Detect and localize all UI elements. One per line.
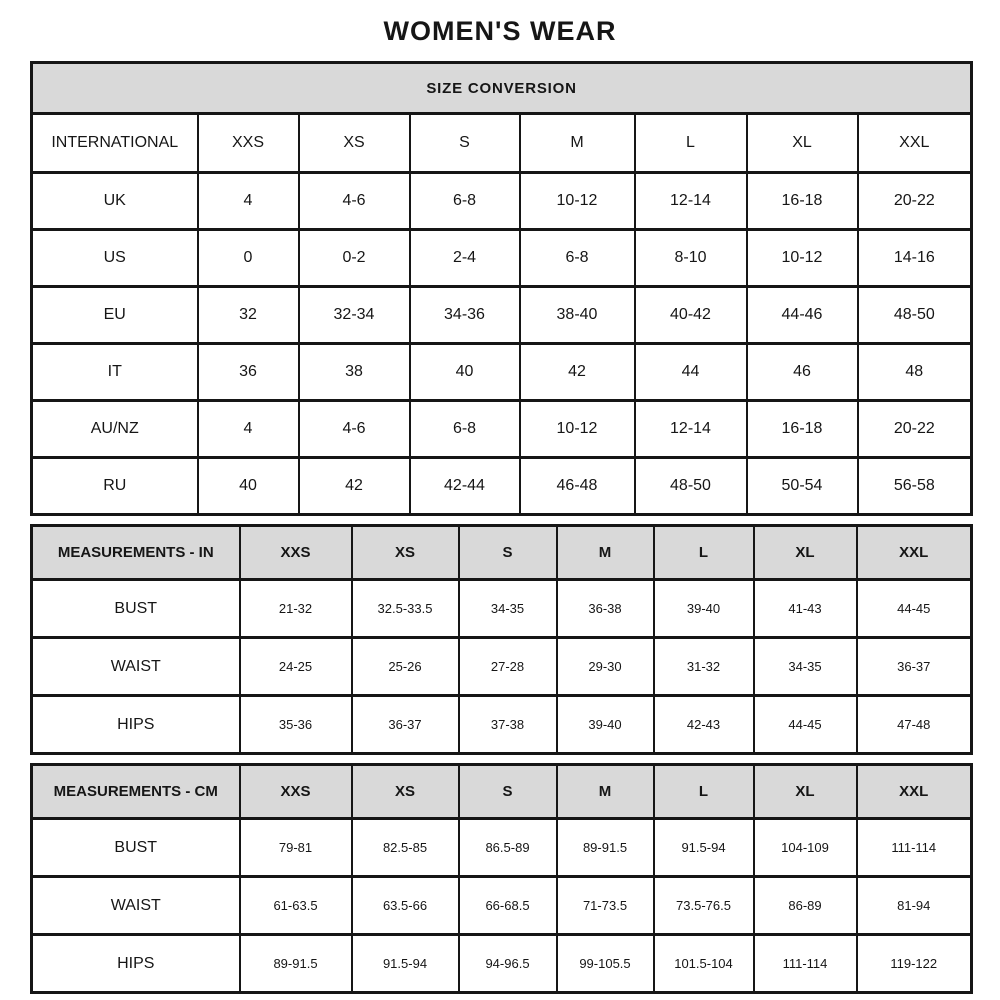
column-header-xxs: XXS	[240, 526, 352, 580]
column-header-xl: XL	[747, 114, 858, 173]
row-label-ru: RU	[32, 458, 198, 515]
row-label-hips: HIPS	[32, 696, 240, 754]
value-cell: 2-4	[410, 230, 520, 287]
value-cell: 10-12	[747, 230, 858, 287]
value-cell: 46	[747, 344, 858, 401]
column-header-international: INTERNATIONAL	[32, 114, 198, 173]
row-label-bust: BUST	[32, 580, 240, 638]
value-cell: 32-34	[299, 287, 410, 344]
value-cell: 44-45	[754, 696, 857, 754]
column-header-l: L	[654, 526, 754, 580]
value-cell: 79-81	[240, 819, 352, 877]
value-cell: 6-8	[410, 173, 520, 230]
row-label-aunz: AU/NZ	[32, 401, 198, 458]
value-cell: 44	[635, 344, 747, 401]
table-row	[32, 287, 972, 344]
value-cell: 40	[410, 344, 520, 401]
value-cell: 21-32	[240, 580, 352, 638]
row-label-waist: WAIST	[32, 877, 240, 935]
value-cell: 73.5-76.5	[654, 877, 754, 935]
value-cell: 34-36	[410, 287, 520, 344]
value-cell: 0	[198, 230, 299, 287]
value-cell: 31-32	[654, 638, 754, 696]
value-cell: 111-114	[754, 935, 857, 993]
value-cell: 41-43	[754, 580, 857, 638]
value-cell: 39-40	[654, 580, 754, 638]
table-row	[32, 458, 972, 515]
value-cell: 42	[299, 458, 410, 515]
value-cell: 89-91.5	[557, 819, 654, 877]
value-cell: 0-2	[299, 230, 410, 287]
value-cell: 101.5-104	[654, 935, 754, 993]
value-cell: 119-122	[857, 935, 972, 993]
value-cell: 38	[299, 344, 410, 401]
row-label-hips: HIPS	[32, 935, 240, 993]
column-header-xs: XS	[352, 526, 459, 580]
value-cell: 10-12	[520, 173, 635, 230]
row-label-uk: UK	[32, 173, 198, 230]
value-cell: 86-89	[754, 877, 857, 935]
value-cell: 6-8	[410, 401, 520, 458]
value-cell: 4-6	[299, 173, 410, 230]
value-cell: 38-40	[520, 287, 635, 344]
measurements-in-table	[30, 524, 973, 755]
column-header-xs: XS	[299, 114, 410, 173]
value-cell: 81-94	[857, 877, 972, 935]
value-cell: 94-96.5	[459, 935, 557, 993]
column-header-measurements-in: MEASUREMENTS - IN	[32, 526, 240, 580]
value-cell: 61-63.5	[240, 877, 352, 935]
table-row	[32, 173, 972, 230]
size-conversion-table	[30, 61, 973, 516]
value-cell: 20-22	[858, 401, 972, 458]
table-row	[32, 765, 972, 819]
value-cell: 16-18	[747, 401, 858, 458]
value-cell: 63.5-66	[352, 877, 459, 935]
value-cell: 48	[858, 344, 972, 401]
value-cell: 50-54	[747, 458, 858, 515]
value-cell: 37-38	[459, 696, 557, 754]
value-cell: 47-48	[857, 696, 972, 754]
row-label-bust: BUST	[32, 819, 240, 877]
column-header-xxl: XXL	[857, 526, 972, 580]
value-cell: 4	[198, 401, 299, 458]
value-cell: 39-40	[557, 696, 654, 754]
value-cell: 12-14	[635, 173, 747, 230]
table-row	[32, 526, 972, 580]
value-cell: 34-35	[459, 580, 557, 638]
value-cell: 32	[198, 287, 299, 344]
value-cell: 12-14	[635, 401, 747, 458]
value-cell: 4	[198, 173, 299, 230]
row-label-eu: EU	[32, 287, 198, 344]
value-cell: 10-12	[520, 401, 635, 458]
value-cell: 36	[198, 344, 299, 401]
row-label-it: IT	[32, 344, 198, 401]
table-row	[32, 230, 972, 287]
page-title: WOMEN'S WEAR	[383, 16, 617, 46]
table-row	[32, 819, 972, 877]
value-cell: 14-16	[858, 230, 972, 287]
value-cell: 36-38	[557, 580, 654, 638]
value-cell: 24-25	[240, 638, 352, 696]
size-conversion-banner: SIZE CONVERSION	[32, 63, 972, 114]
column-header-xxs: XXS	[240, 765, 352, 819]
table-row	[32, 580, 972, 638]
column-header-xxl: XXL	[857, 765, 972, 819]
column-header-s: S	[459, 765, 557, 819]
value-cell: 32.5-33.5	[352, 580, 459, 638]
column-header-l: L	[635, 114, 747, 173]
value-cell: 40	[198, 458, 299, 515]
value-cell: 86.5-89	[459, 819, 557, 877]
table-row	[32, 114, 972, 173]
table-row	[32, 344, 972, 401]
value-cell: 42-43	[654, 696, 754, 754]
table-row	[32, 401, 972, 458]
value-cell: 71-73.5	[557, 877, 654, 935]
value-cell: 42	[520, 344, 635, 401]
value-cell: 8-10	[635, 230, 747, 287]
column-header-xs: XS	[352, 765, 459, 819]
row-label-waist: WAIST	[32, 638, 240, 696]
value-cell: 99-105.5	[557, 935, 654, 993]
row-label-us: US	[32, 230, 198, 287]
value-cell: 16-18	[747, 173, 858, 230]
table-row	[32, 696, 972, 754]
size-chart-page	[30, 0, 970, 994]
value-cell: 56-58	[858, 458, 972, 515]
value-cell: 44-46	[747, 287, 858, 344]
column-header-m: M	[520, 114, 635, 173]
value-cell: 25-26	[352, 638, 459, 696]
column-header-m: M	[557, 526, 654, 580]
column-header-xl: XL	[754, 765, 857, 819]
table-row	[32, 935, 972, 993]
value-cell: 29-30	[557, 638, 654, 696]
value-cell: 91.5-94	[352, 935, 459, 993]
value-cell: 36-37	[352, 696, 459, 754]
value-cell: 48-50	[635, 458, 747, 515]
table-row	[32, 877, 972, 935]
value-cell: 104-109	[754, 819, 857, 877]
value-cell: 91.5-94	[654, 819, 754, 877]
column-header-s: S	[459, 526, 557, 580]
value-cell: 89-91.5	[240, 935, 352, 993]
column-header-s: S	[410, 114, 520, 173]
table-banner-row	[32, 63, 972, 114]
column-header-m: M	[557, 765, 654, 819]
value-cell: 48-50	[858, 287, 972, 344]
value-cell: 34-35	[754, 638, 857, 696]
value-cell: 40-42	[635, 287, 747, 344]
column-header-xl: XL	[754, 526, 857, 580]
table-row	[32, 638, 972, 696]
column-header-l: L	[654, 765, 754, 819]
value-cell: 36-37	[857, 638, 972, 696]
column-header-measurements-cm: MEASUREMENTS - CM	[32, 765, 240, 819]
column-header-xxl: XXL	[858, 114, 972, 173]
column-header-xxs: XXS	[198, 114, 299, 173]
value-cell: 27-28	[459, 638, 557, 696]
value-cell: 66-68.5	[459, 877, 557, 935]
value-cell: 35-36	[240, 696, 352, 754]
value-cell: 46-48	[520, 458, 635, 515]
value-cell: 20-22	[858, 173, 972, 230]
value-cell: 111-114	[857, 819, 972, 877]
measurements-cm-table	[30, 763, 973, 994]
value-cell: 44-45	[857, 580, 972, 638]
value-cell: 4-6	[299, 401, 410, 458]
value-cell: 42-44	[410, 458, 520, 515]
value-cell: 82.5-85	[352, 819, 459, 877]
value-cell: 6-8	[520, 230, 635, 287]
